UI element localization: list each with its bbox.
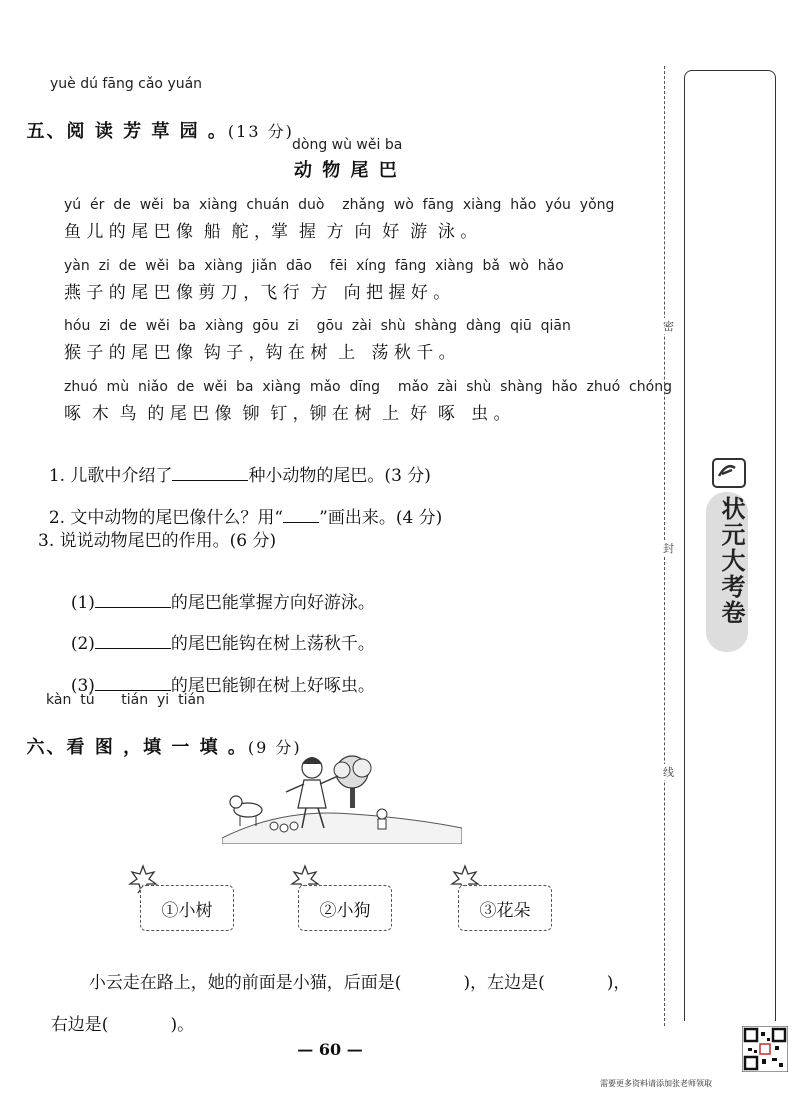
question-3-2 [60,609,375,654]
binding-mark-seal-2: 封 [663,542,674,555]
section5-score: (13 分) [227,122,294,141]
question-3-1 [60,568,375,613]
cat-picture [377,809,387,829]
question-3-1-number: (1) [70,593,95,613]
poem-title-pinyin: dòng wù wěi ba [292,137,403,153]
question-2 [38,483,442,528]
brand-logo-icon [712,458,746,488]
section5-heading [10,96,294,143]
section5-pinyin: yuè dú fāng cǎo yuán [50,76,203,92]
question-2-suffix: ”画出来。(4 分) [319,508,443,528]
question-1-prefix: 1. 儿歌中介绍了 [48,466,173,486]
fill-sentence-part-d: 右边是( [50,1015,109,1035]
section6-title: 六、看 图 ，填 一 填 。 [26,737,248,758]
fill-sentence-part-c: )， [606,973,631,993]
ground-shape [222,813,462,844]
question-1-suffix: 种小动物的尾巴。(3 分) [248,466,431,486]
dog-picture [230,796,262,826]
binding-mark-seal: 密 [663,320,674,333]
question-3-3 [60,651,375,696]
fill-sentence-part-b: )，左边是( [463,973,545,993]
question-2-underline-sample [283,522,319,523]
poem-title: 动 物 尾 巴 [294,160,399,181]
binding-mark-line: 线 [663,766,674,779]
footer-note: 需要更多资料请添加张老师领取 [600,1079,712,1088]
option-tree: ①小树 [140,885,234,931]
poem-line-3: 猴 子 的 尾 巴 像 钩 子 ，钩 在 树 上 荡 秋 千 。 [64,343,456,363]
poem-line-4-pinyin: zhuó mù niǎo de wěi ba xiàng mǎo dīng mǎo zài shù shàng hǎo zhuó chóng [64,379,672,395]
option-flower: ③花朵 [458,885,552,931]
section5-title: 五、阅 读 芳 草 园 。 [26,121,228,142]
scene-illustration [222,748,462,844]
question-2-prefix: 2. 文中动物的尾巴像什么？用“ [48,508,284,528]
option-dog: ②小狗 [298,885,392,931]
question-3-1-text: 的尾巴能掌握方向好游泳。 [170,593,375,613]
poem-line-4: 啄 木 鸟 的 尾 巴 像 铆 钉 ，铆 在 树 上 好 啄 虫 。 [64,404,511,424]
question-3-3-text: 的尾巴能铆在树上好啄虫。 [170,676,375,696]
page-number: — 60 — [297,1040,363,1059]
brand-title: 状元大考卷 [717,496,745,626]
question-3-3-number: (3) [70,676,95,696]
question-3-3-blank[interactable] [95,690,171,691]
section6-score: (9 分) [247,738,302,757]
question-3: 3. 说说动物尾巴的作用。(6 分) [38,531,277,551]
poem-line-1: 鱼 儿 的 尾 巴 像 船 舵 ，掌 握 方 向 好 游 泳 。 [64,222,478,242]
section6-pinyin: kàn tú tián yi tián [46,692,205,708]
fill-sentence-line-1 [78,948,630,993]
fill-sentence-line-2 [40,990,194,1035]
fill-sentence-part-a: 小云走在路上，她的前面是小猫，后面是( [88,973,402,993]
poem-line-1-pinyin: yú ér de wěi ba xiàng chuán duò zhǎng wò fāng xiàng hǎo yóu yǒng [64,197,615,213]
poem-line-3-pinyin: hóu zi de wěi ba xiàng gōu zi gōu zài shù shàng dàng qiū qiān [64,318,571,334]
question-3-2-text: 的尾巴能钩在树上荡秋千。 [170,634,375,654]
question-1-blank[interactable] [172,480,248,481]
question-3-1-blank[interactable] [95,607,171,608]
question-3-2-blank[interactable] [95,648,171,649]
qr-code-icon [742,1026,788,1072]
poem-line-2-pinyin: yàn zi de wěi ba xiàng jiǎn dāo fēi xíng fāng xiàng bǎ wò hǎo [64,258,564,274]
question-3-2-number: (2) [70,634,95,654]
fill-sentence-part-e: )。 [170,1015,195,1035]
tree-picture [334,756,371,808]
poem-line-2: 燕 子 的 尾 巴 像 剪 刀 ，飞 行 方 向 把 握 好 。 [64,283,451,303]
question-1 [38,441,431,486]
